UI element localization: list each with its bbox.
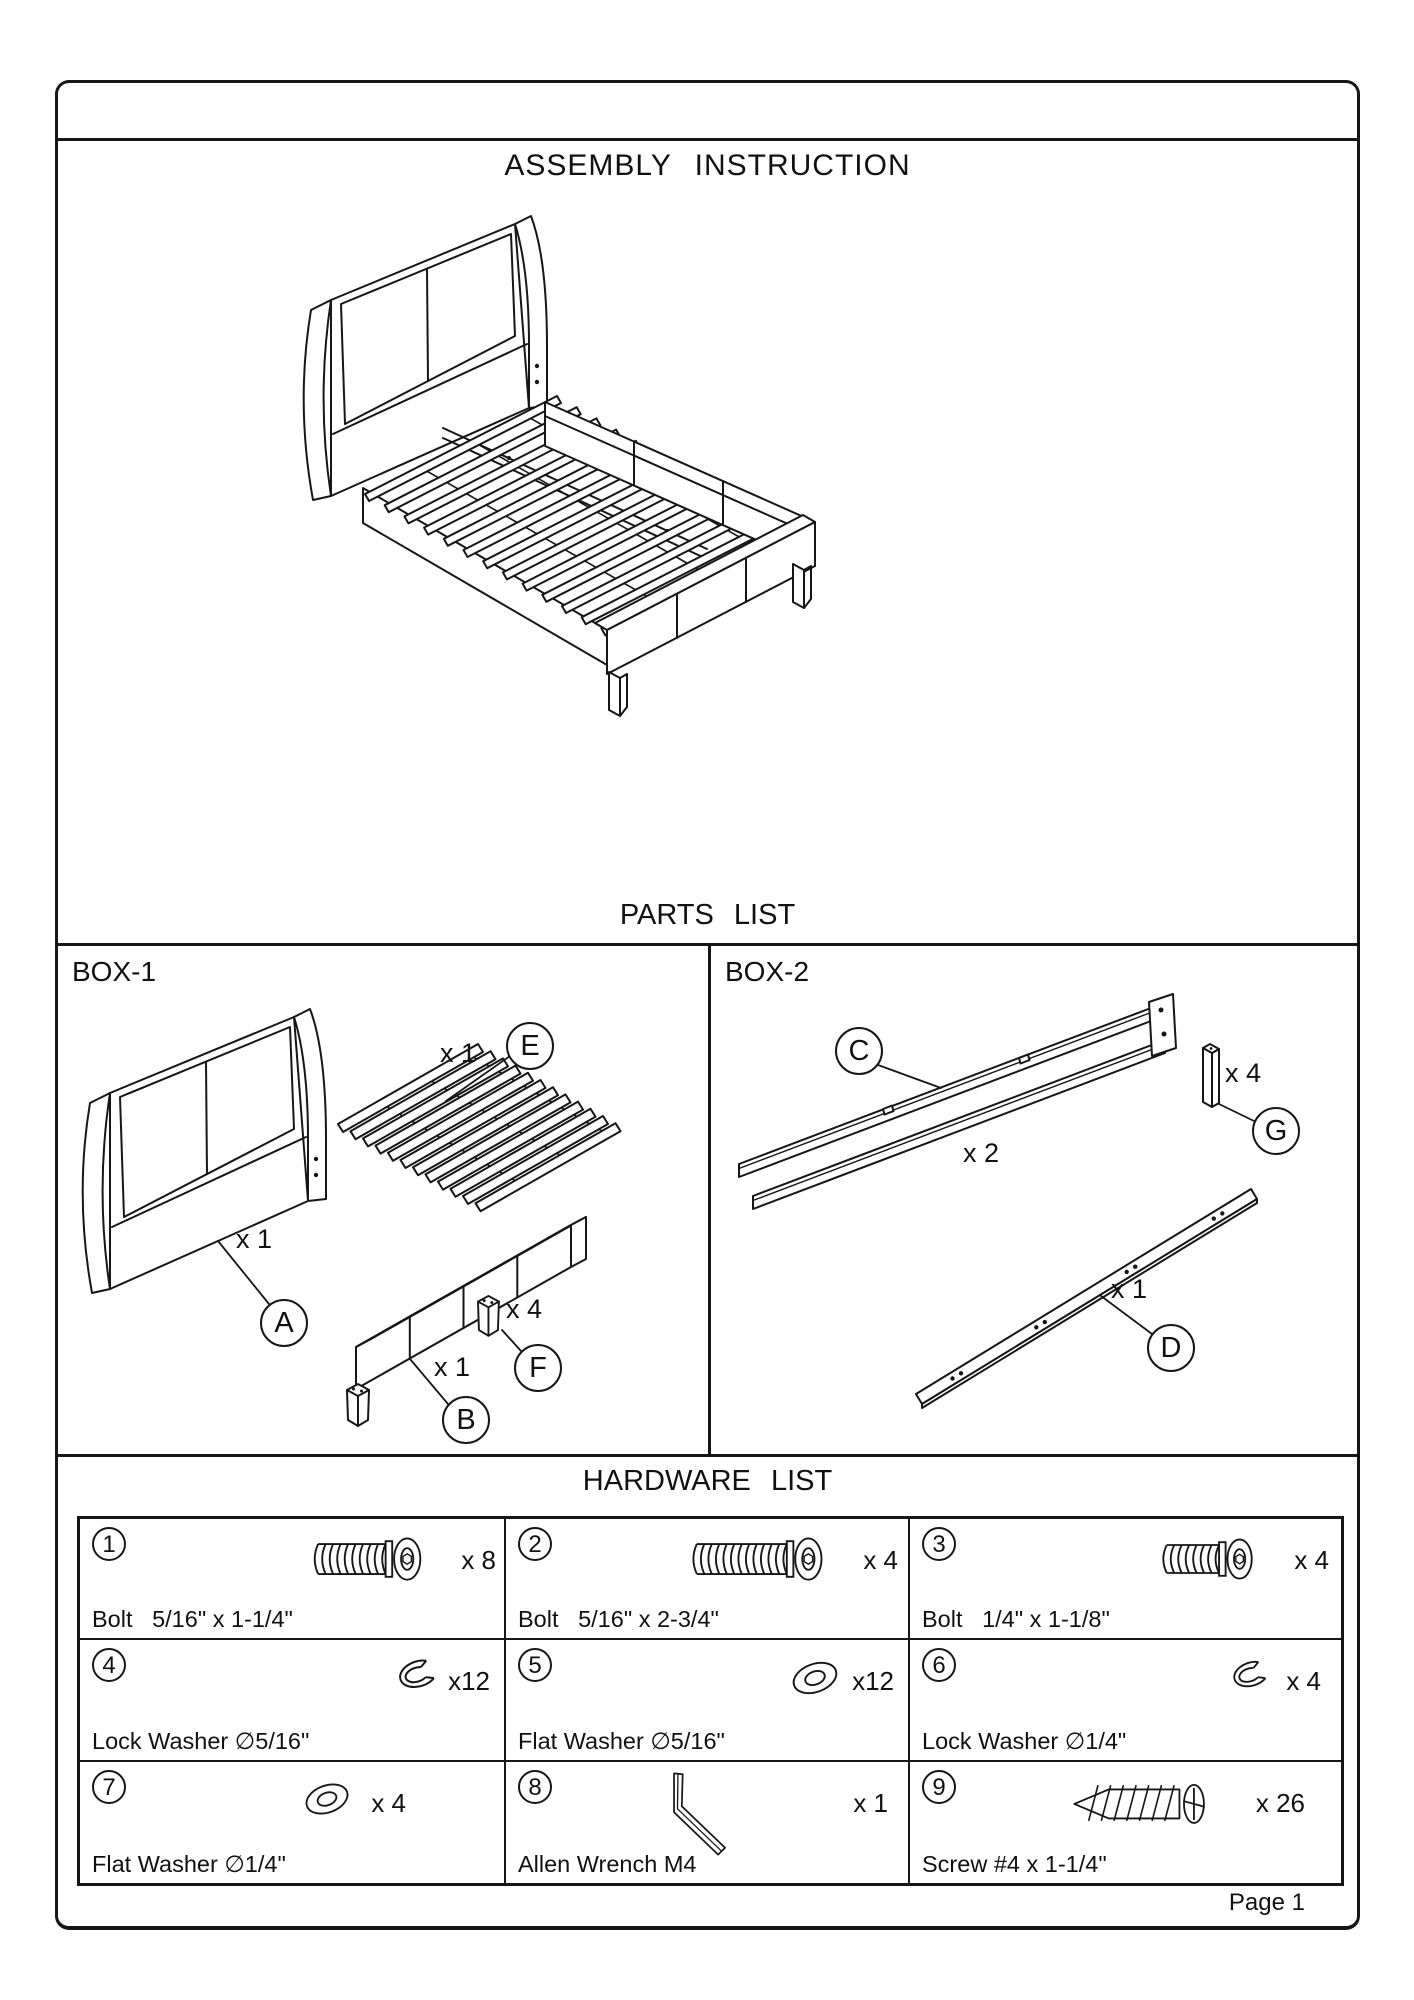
- part-a-qty: x 1: [236, 1224, 273, 1254]
- part-label-e: E: [506, 1022, 554, 1070]
- part-label-b: B: [442, 1396, 490, 1444]
- item-label: Lock Washer ∅1/4": [922, 1727, 1127, 1754]
- page-border: [55, 80, 1360, 1930]
- allen-wrench-icon: [636, 1766, 738, 1862]
- item-label: Bolt 5/16" x 1-1/4": [92, 1606, 293, 1633]
- flat-washer-icon: [784, 1652, 846, 1704]
- hardware-item-4: [80, 1640, 506, 1761]
- item-qty: x 4: [1294, 1545, 1329, 1575]
- item-label: Flat Washer ∅1/4": [92, 1851, 286, 1877]
- box-1-label: BOX-1: [72, 956, 157, 987]
- page-number: Page 1: [1228, 1889, 1305, 1916]
- bolt-icon: [684, 1529, 854, 1589]
- box-1-panel: [58, 946, 711, 1456]
- part-label-a: A: [260, 1299, 308, 1347]
- part-c-qty: x 2: [963, 1138, 1000, 1168]
- part-label-f: F: [514, 1344, 562, 1392]
- hardware-item-1: [80, 1519, 506, 1640]
- lock-washer-icon: [386, 1652, 444, 1704]
- part-label-g: G: [1252, 1107, 1300, 1155]
- item-qty: x12: [448, 1666, 490, 1697]
- item-qty: x 4: [1286, 1666, 1321, 1697]
- item-number-badge: 1: [92, 1527, 126, 1561]
- item-number-badge: 2: [518, 1527, 552, 1561]
- item-label: Screw #4 x 1-1/4": [922, 1851, 1107, 1877]
- part-label-c: C: [835, 1027, 883, 1075]
- item-label: Bolt 1/4" x 1-1/8": [922, 1606, 1110, 1633]
- hardware-item-8: [506, 1762, 910, 1883]
- header-divider: [58, 138, 1357, 141]
- lock-washer-icon: [1221, 1654, 1275, 1702]
- item-number-badge: 7: [92, 1770, 126, 1804]
- item-number-badge: 9: [922, 1770, 956, 1804]
- bed-assembly-illustration: [193, 178, 853, 753]
- item-qty: x 4: [863, 1545, 898, 1575]
- item-qty: x 4: [371, 1787, 406, 1818]
- hardware-divider: [58, 1454, 1357, 1457]
- box1-parts-illustration: [58, 946, 708, 1456]
- item-label: Allen Wrench M4: [518, 1851, 697, 1877]
- item-number-badge: 6: [922, 1648, 956, 1682]
- item-qty: x 8: [461, 1545, 496, 1575]
- item-label: Bolt 5/16" x 2-3/4": [518, 1606, 719, 1633]
- item-qty: x 1: [853, 1787, 888, 1818]
- hardware-item-5: [506, 1640, 910, 1761]
- item-number-badge: 4: [92, 1648, 126, 1682]
- part-b-qty: x 1: [434, 1352, 471, 1382]
- box-2-label: BOX-2: [725, 956, 810, 987]
- hardware-table: [77, 1516, 1344, 1886]
- page-title: ASSEMBLY INSTRUCTION: [504, 149, 911, 182]
- bolt-icon: [1155, 1531, 1285, 1587]
- item-label: Lock Washer ∅5/16": [92, 1727, 310, 1754]
- hardware-item-6: [910, 1640, 1341, 1761]
- part-f-qty: x 4: [506, 1294, 543, 1324]
- box-2-panel: [711, 946, 1357, 1456]
- item-number-badge: 3: [922, 1527, 956, 1561]
- part-e-qty: x 1: [440, 1038, 477, 1068]
- hardware-item-3: [910, 1519, 1341, 1640]
- item-qty: x 26: [1255, 1787, 1305, 1818]
- item-label: Flat Washer ∅5/16": [518, 1727, 725, 1754]
- hardware-list-heading: HARDWARE LIST: [582, 1465, 833, 1497]
- screw-icon: [1061, 1774, 1229, 1832]
- item-number-badge: 8: [518, 1770, 552, 1804]
- box2-parts-illustration: [711, 946, 1363, 1456]
- hardware-item-2: [506, 1519, 910, 1640]
- part-d-qty: x 1: [1111, 1274, 1148, 1304]
- part-label-d: D: [1147, 1324, 1195, 1372]
- parts-list-heading: PARTS LIST: [619, 899, 796, 931]
- bolt-icon: [306, 1529, 454, 1589]
- hardware-item-9: [910, 1762, 1341, 1883]
- bed-drawing: [193, 178, 853, 748]
- part-g-qty: x 4: [1225, 1058, 1262, 1088]
- parts-list-section: [58, 943, 1357, 1456]
- hardware-item-7: [80, 1762, 506, 1883]
- flat-washer-icon: [298, 1774, 356, 1824]
- item-number-badge: 5: [518, 1648, 552, 1682]
- item-qty: x12: [852, 1666, 894, 1697]
